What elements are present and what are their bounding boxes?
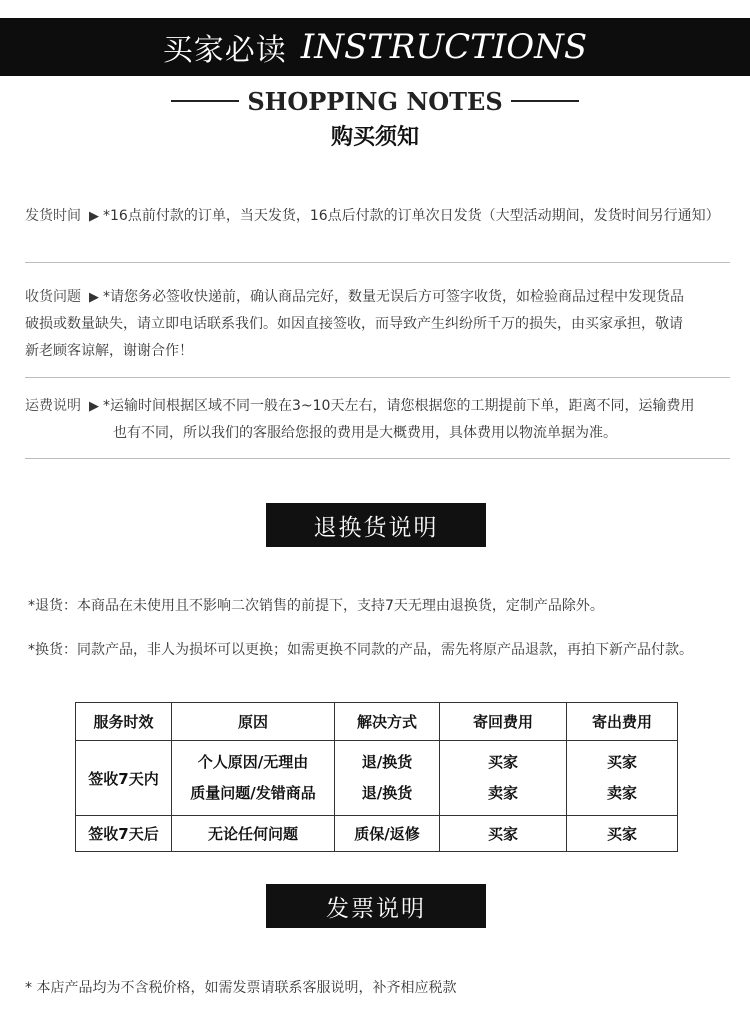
send-fee-cell: 买家 — [567, 816, 678, 852]
return-fee-cell — [440, 741, 567, 816]
period-cell: 签收7天内 — [76, 741, 172, 816]
return-policy: *退货：本商品在未使用且不影响二次销售的前提下，支持7天无理由退换货，定制产品除外。 — [28, 598, 604, 614]
method-cell: 质保/返修 — [335, 816, 440, 852]
note-label: 收货问题 — [25, 289, 81, 305]
method-cell — [335, 741, 440, 816]
play-arrow-icon: ▶ — [89, 209, 99, 224]
service-table — [75, 702, 678, 852]
table-header-cell: 寄出费用 — [567, 703, 678, 741]
table-header-row — [76, 703, 678, 741]
note-text: *运输时间根据区域不同一般在3~10天左右，请您根据您的工期提前下单，距离不同，运输费用 — [103, 398, 695, 414]
note-text: *请您务必签收快递前，确认商品完好，数量无误后方可签字收货，如检验商品过程中发现货品 — [103, 289, 684, 305]
send-fee-cell — [567, 741, 678, 816]
heading-rule-left — [171, 100, 239, 102]
shopping-notes-title: SHOPPING NOTES — [247, 86, 503, 116]
exchange-policy: *换货：同款产品，非人为损坏可以更换；如需更换不同款的产品，需先将原产品退款，再拍下新产品付款。 — [28, 642, 693, 658]
reason-cell: 无论任何问题 — [172, 816, 335, 852]
shopping-notes-heading — [0, 86, 750, 116]
send-fee-text: 买家 — [606, 753, 637, 771]
note-text: 破损或数量缺失，请立即电话联系我们。如因直接签收，而导致产生纠纷所千万的损失，由买家承担，敬请 — [25, 316, 683, 332]
table-header-cell: 服务时效 — [76, 703, 172, 741]
method-text: 退/换货 — [361, 753, 413, 771]
shopping-notes-title-cn: 购买须知 — [330, 125, 419, 150]
note-shipping-time — [25, 203, 730, 230]
note-shipping-fee — [25, 393, 730, 447]
note-label: 发货时间 — [25, 208, 81, 224]
play-arrow-icon: ▶ — [89, 290, 99, 305]
banner-title-en: INSTRUCTIONS — [300, 27, 588, 67]
table-header-cell: 原因 — [172, 703, 335, 741]
table-header-cell: 寄回费用 — [440, 703, 567, 741]
note-text: 也有不同，所以我们的客服给您报的费用是大概费用，具体费用以物流单据为准。 — [113, 425, 617, 441]
table-row — [76, 741, 678, 816]
note-label: 运费说明 — [25, 398, 81, 414]
invoice-section-title: 发票说明 — [266, 884, 486, 928]
banner-title-cn: 买家必读 — [162, 33, 287, 68]
reason-text: 个人原因/无理由 — [197, 753, 309, 771]
note-receiving — [25, 284, 730, 365]
table-header-cell: 解决方式 — [335, 703, 440, 741]
return-fee-cell: 买家 — [440, 816, 567, 852]
note-text: 新老顾客谅解，谢谢合作！ — [25, 343, 193, 359]
returns-section-title: 退换货说明 — [266, 503, 486, 547]
table-row — [76, 816, 678, 852]
note-text: *16点前付款的订单，当天发货，16点后付款的订单次日发货（大型活动期间，发货时间另行通知） — [103, 208, 720, 224]
reason-text: 质量问题/发错商品 — [190, 784, 316, 802]
send-fee-text: 卖家 — [606, 784, 637, 802]
play-arrow-icon: ▶ — [89, 399, 99, 414]
return-fee-text: 买家 — [487, 753, 518, 771]
return-fee-text: 卖家 — [487, 784, 518, 802]
divider — [25, 458, 730, 459]
title-banner — [0, 18, 750, 76]
heading-rule-right — [511, 100, 579, 102]
method-text: 退/换货 — [361, 784, 413, 802]
divider — [25, 262, 730, 263]
invoice-note: * 本店产品均为不含税价格，如需发票请联系客服说明，补齐相应税款 — [25, 980, 457, 996]
period-cell: 签收7天后 — [76, 816, 172, 852]
divider — [25, 377, 730, 378]
reason-cell — [172, 741, 335, 816]
